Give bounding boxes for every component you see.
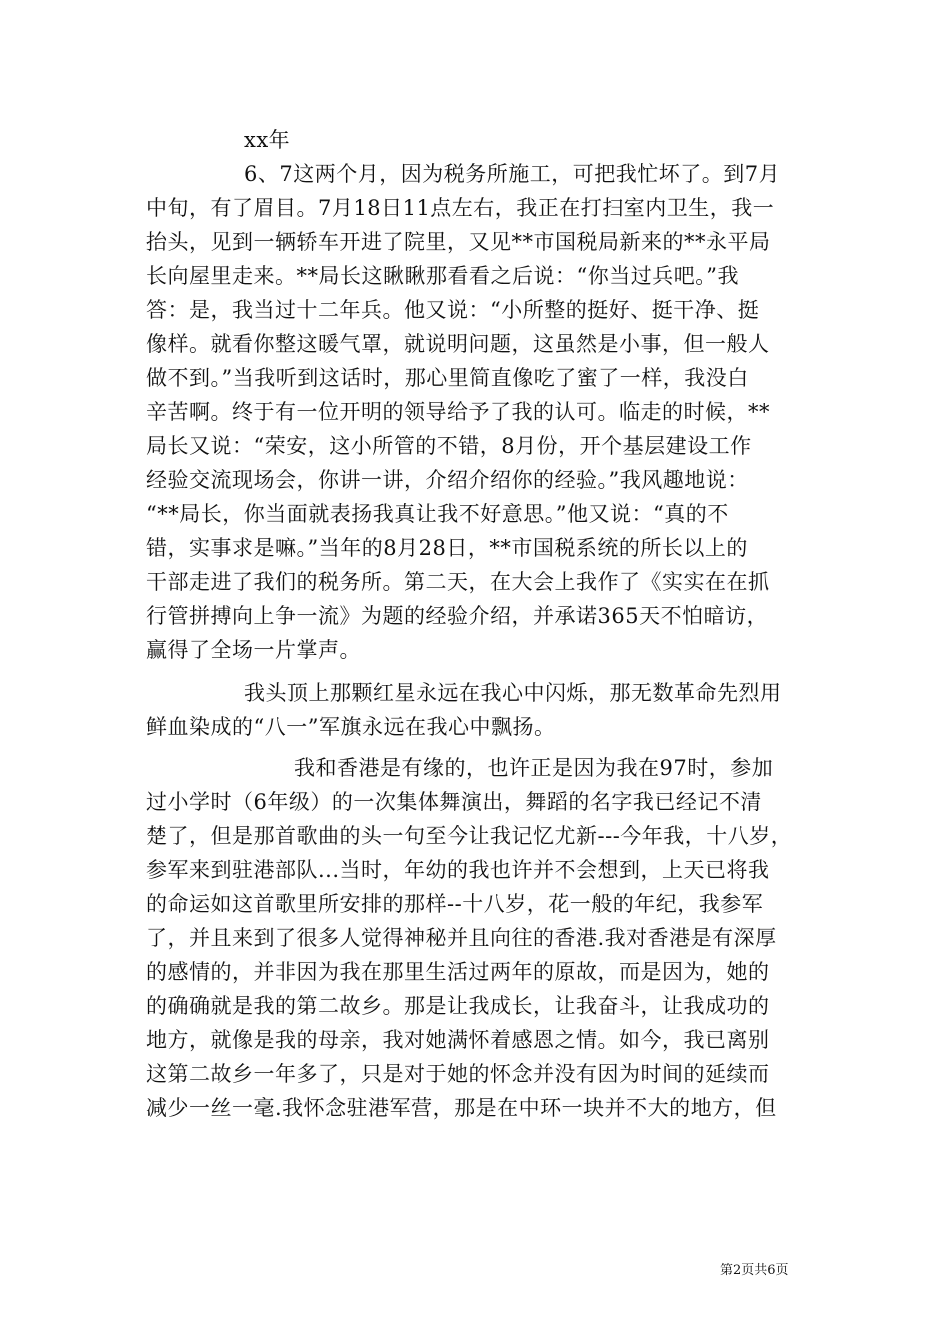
text-line-18: 鲜血染成的“八一”军旗永远在我心中飘扬。 bbox=[146, 715, 556, 739]
text-line-17: 我头顶上那颗红星永远在我心中闪烁，那无数革命先烈用 bbox=[244, 681, 782, 705]
text-line-27: 地方，就像是我的母亲，我对她满怀着感恩之情。如今，我已离别 bbox=[146, 1028, 770, 1052]
text-line-22: 参军来到驻港部队...当时，年幼的我也许并不会想到，上天已将我 bbox=[146, 858, 770, 882]
text-line-23: 的命运如这首歌里所安排的那样--十八岁，花一般的年纪，我参军 bbox=[146, 892, 764, 916]
text-line-2: 6、7这两个月，因为税务所施工，可把我忙坏了。到7月 bbox=[244, 162, 781, 186]
text-line-26: 的确确就是我的第二故乡。那是让我成长，让我奋斗，让我成功的 bbox=[146, 994, 770, 1018]
text-line-4: 抬头，见到一辆轿车开进了院里，又见**市国税局新来的**永平局 bbox=[146, 230, 771, 254]
text-line-21: 楚了，但是那首歌曲的头一句至今让我记忆尤新---今年我，十八岁， bbox=[146, 824, 793, 848]
text-line-12: “**局长，你当面就表扬我真让我不好意思。”他又说：“真的不 bbox=[146, 502, 729, 526]
text-line-13: 错，实事求是嘛。”当年的8月28日，**市国税系统的所长以上的 bbox=[146, 536, 748, 560]
text-line-19: 我和香港是有缘的，也许正是因为我在97时，参加 bbox=[294, 756, 774, 780]
text-line-10: 局长又说：“荣安，这小所管的不错，8月份，开个基层建设工作 bbox=[146, 434, 752, 458]
text-line-24: 了，并且来到了很多人觉得神秘并且向往的香港.我对香港是有深厚 bbox=[146, 926, 777, 950]
text-line-3: 中旬，有了眉目。7月18日11点左右，我正在打扫室内卫生，我一 bbox=[146, 196, 775, 220]
text-line-16: 赢得了全场一片掌声。 bbox=[146, 638, 361, 662]
text-line-7: 像样。就看你整这暖气罩，就说明问题，这虽然是小事，但一般人 bbox=[146, 332, 770, 356]
text-line-5: 长向屋里走来。**局长这瞅瞅那看看之后说：“你当过兵吧。”我 bbox=[146, 264, 739, 288]
text-line-8: 做不到。”当我听到这话时，那心里简直像吃了蜜了一样，我没白 bbox=[146, 366, 749, 390]
text-line-15: 行管拼搏向上争一流》为题的经验介绍，并承诺365天不怕暗访， bbox=[146, 604, 769, 628]
text-line-11: 经验交流现场会，你讲一讲，介绍介绍你的经验。”我风趣地说： bbox=[146, 468, 749, 492]
text-line-1: xx年 bbox=[244, 128, 291, 152]
page-footer: 第2页共6页 bbox=[720, 1263, 789, 1278]
text-line-6: 答：是，我当过十二年兵。他又说：“小所整的挺好、挺干净、挺 bbox=[146, 298, 760, 322]
text-line-20: 过小学时（6年级）的一次集体舞演出，舞蹈的名字我已经记不清 bbox=[146, 790, 762, 814]
text-line-25: 的感情的，并非因为我在那里生活过两年的原故，而是因为，她的 bbox=[146, 960, 770, 984]
text-line-14: 干部走进了我们的税务所。第二天，在大会上我作了《实实在在抓 bbox=[146, 570, 770, 594]
text-line-28: 这第二故乡一年多了，只是对于她的怀念并没有因为时间的延续而 bbox=[146, 1062, 770, 1086]
text-line-29: 减少一丝一毫.我怀念驻港军营，那是在中环一块并不大的地方，但 bbox=[146, 1096, 777, 1120]
text-line-9: 辛苦啊。终于有一位开明的领导给予了我的认可。临走的时候，** bbox=[146, 400, 770, 424]
